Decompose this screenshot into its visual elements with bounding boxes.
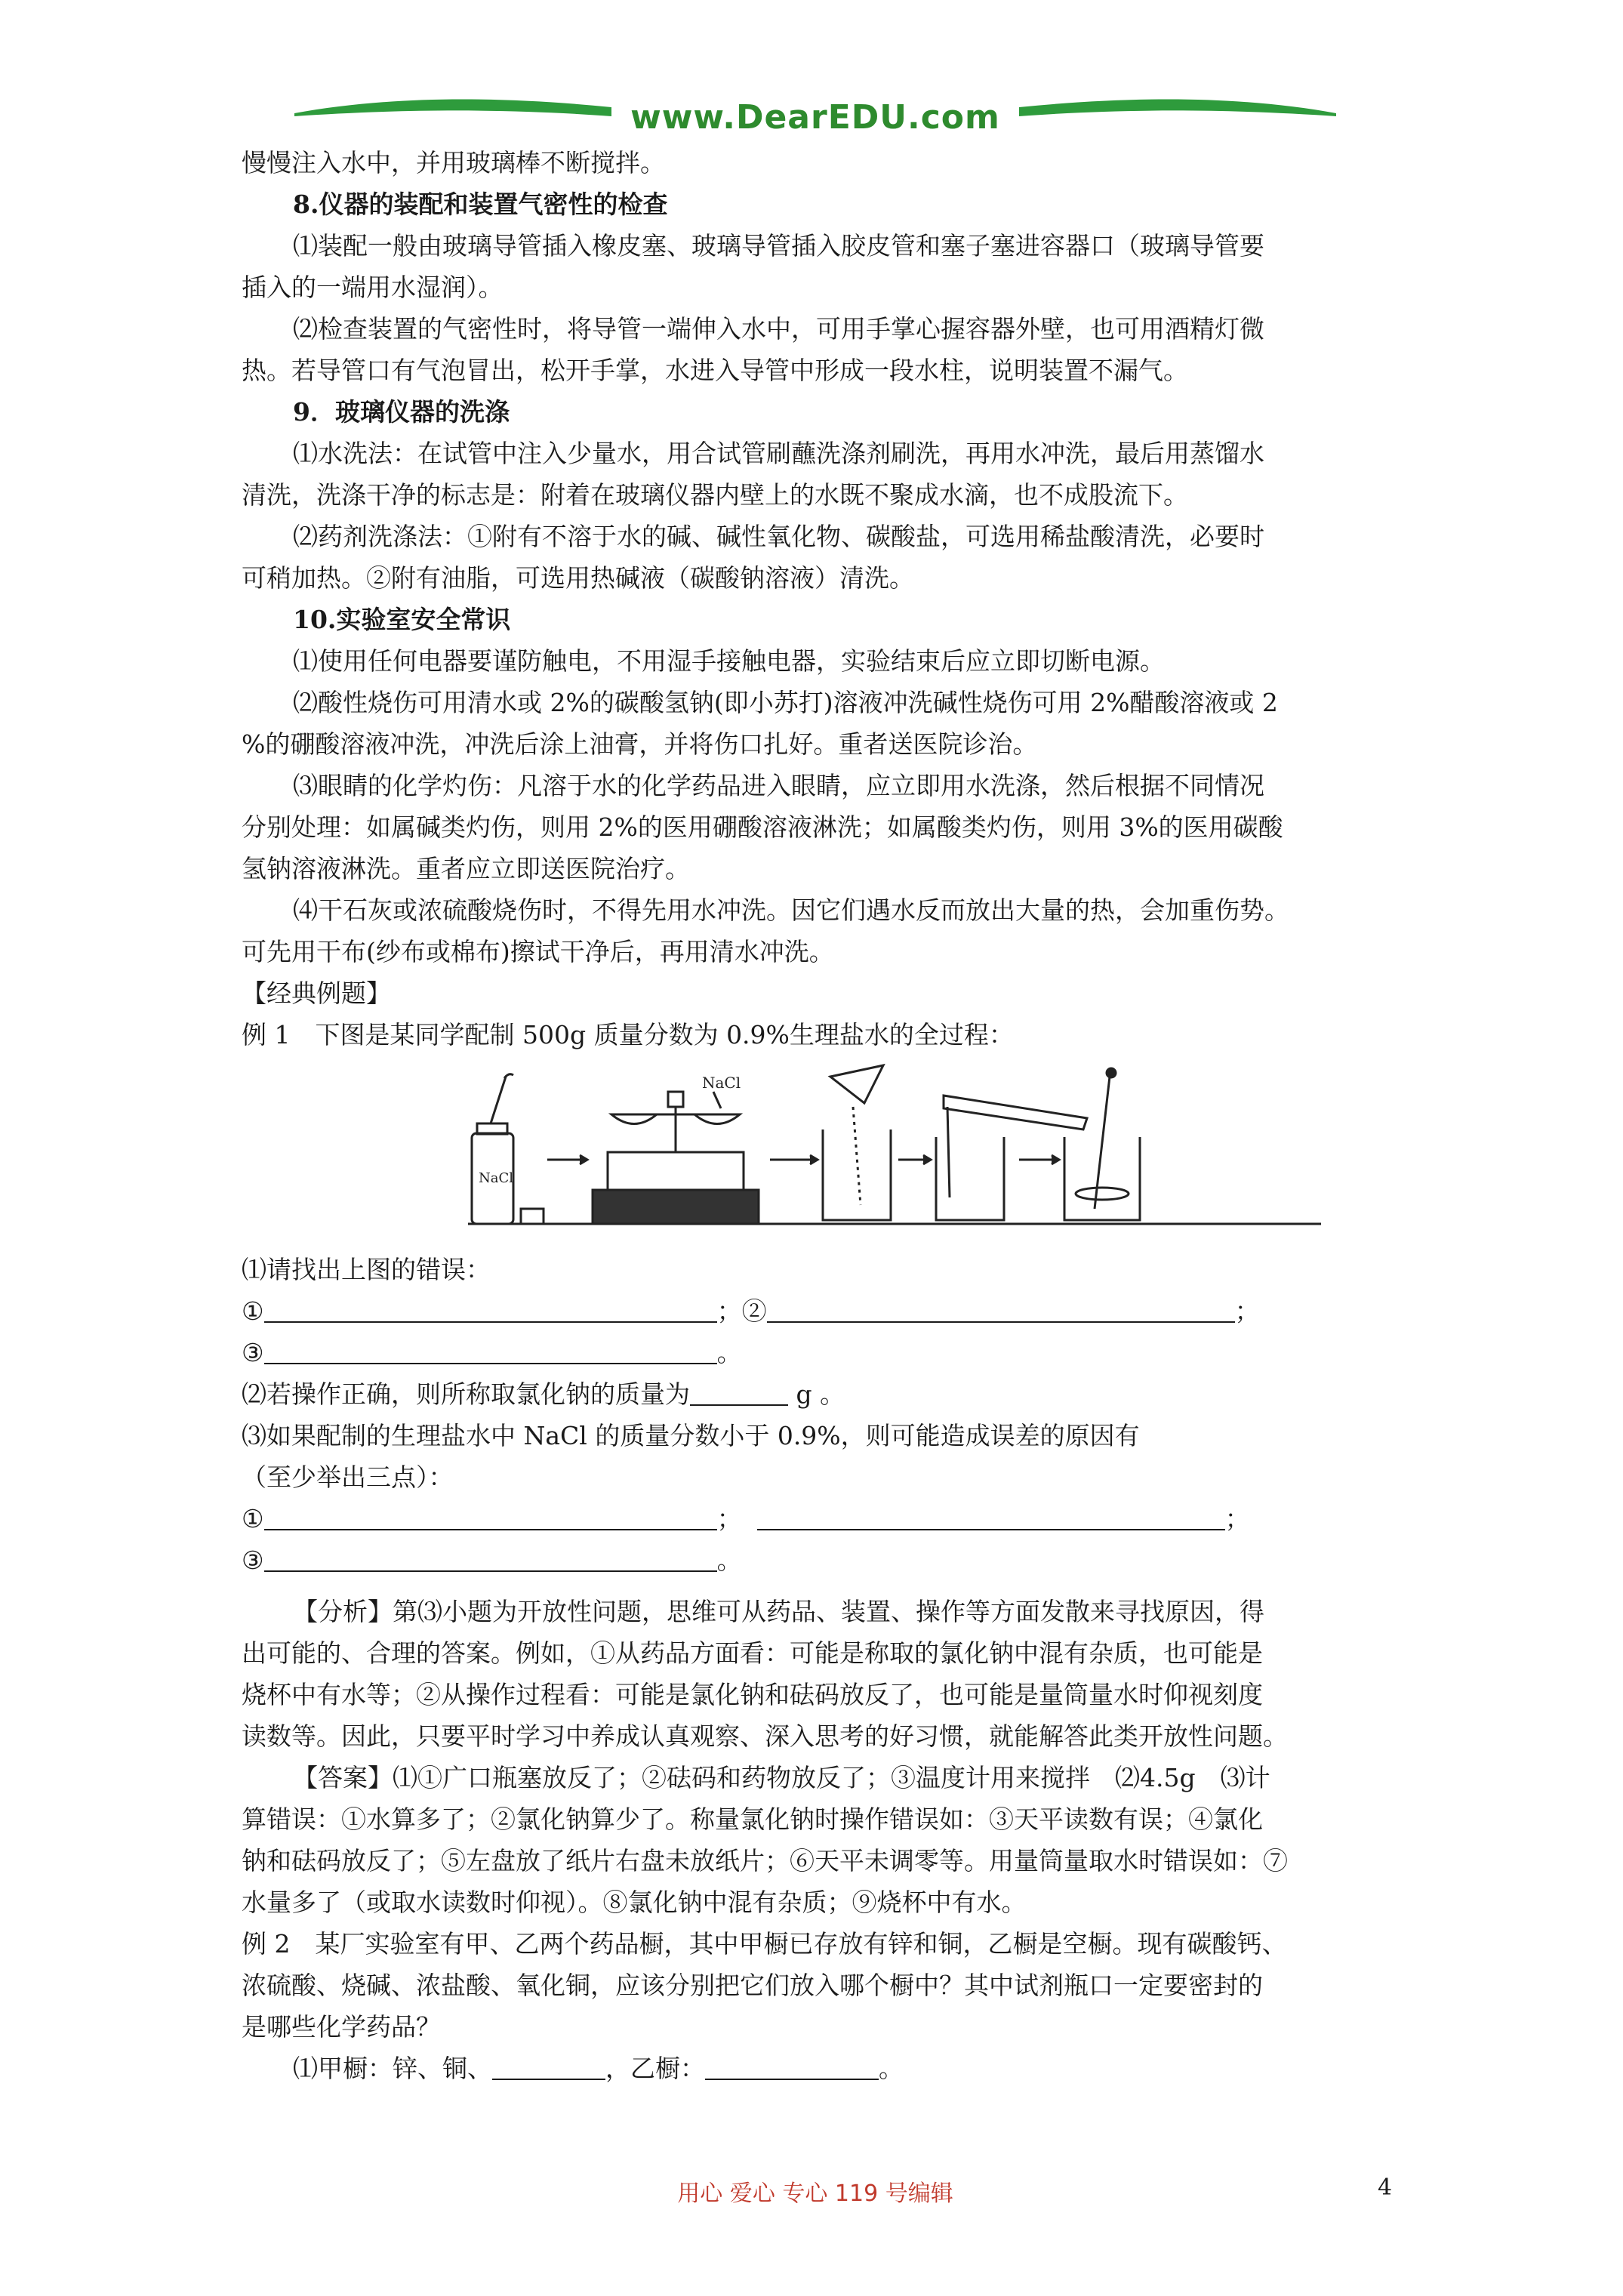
line: 插入的一端用水湿润）。 [242,273,504,302]
line: %的硼酸溶液冲洗，冲洗后涂上油膏，并将伤口扎好。重者送医院诊治。 [242,729,1038,759]
line: 可先用干布(纱布或棉布)擦试干净后，再用清水冲洗。 [242,937,834,966]
answer-blank[interactable] [705,2051,879,2080]
punct: 。 [716,1338,742,1367]
marker: ③ [242,1338,264,1367]
line: 烧杯中有水等；②从操作过程看：可能是氯化钠和砝码放反了，也可能是量筒量水时仰视刻度 [242,1680,1263,1709]
punct: ； [1224,1504,1250,1533]
question-3-note: （至少举出三点）： [242,1462,454,1492]
question-1: ⑴请找出上图的错误： [242,1255,491,1284]
analysis: 【分析】第⑶小题为开放性问题，思维可从药品、装置、操作等方面发散来寻找原因，得 [293,1597,1264,1626]
q2-text: ⑵若操作正确，则所称取氯化钠的质量为 [242,1379,690,1409]
beaker-stir-icon [1064,1068,1140,1220]
line: 浓硫酸、烧碱、浓盐酸、氧化铜，应该分别把它们放入哪个橱中？其中试剂瓶口一定要密封的 [242,1971,1263,2000]
balance-icon [593,1074,759,1224]
punct: ； [716,1504,742,1533]
marker: ② [741,1296,767,1326]
q2-unit: g 。 [788,1379,845,1409]
question-3: ⑶如果配制的生理盐水中 NaCl 的质量分数小于 0.9%，则可能造成误差的原因有 [242,1421,1140,1450]
answer-blank[interactable] [757,1502,1225,1530]
line: 可稍加热。②附有油脂，可选用热碱液（碳酸钠溶液）清洗。 [242,563,914,593]
answer-line-3 [242,1498,1419,1539]
nacl-label: NaCl [702,1074,741,1092]
reagent-bottle-icon [472,1074,544,1224]
line: ⑴使用任何电器要谨防触电，不用湿手接触电器，实验结束后应立即切断电源。 [293,646,1165,676]
punct: 。 [716,1546,742,1575]
classic-heading: 【经典例题】 [242,978,391,1008]
footer-credit: 用心 爱心 专心 119 号编辑 [677,2180,953,2207]
question-2 [242,1373,1419,1415]
beaker-paper-icon [823,1065,891,1220]
answer: 【答案】⑴①广口瓶塞放反了；②砝码和药物放反了；③温度计用来搅拌 ⑵4.5g ⑶计 [293,1763,1270,1792]
line: 热。若导管口有气泡冒出，松开手掌，水进入导管中形成一段水柱，说明装置不漏气。 [242,356,1188,385]
line: ⑷干石灰或浓硫酸烧伤时，不得先用水冲洗。因它们遇水反而放出大量的热，会加重伤势。 [293,895,1289,925]
line: ⑶眼睛的化学灼伤：凡溶于水的化学药品进入眼睛，应立即用水洗涤，然后根据不同情况 [293,771,1264,800]
section-heading-10: 10.实验室安全常识 [293,605,511,634]
answer-blank[interactable] [690,1377,788,1406]
e2q1-text: ，乙橱： [605,2054,705,2083]
answer-blank[interactable] [264,1543,717,1572]
line: 读数等。因此，只要平时学习中养成认真观察、深入思考的好习惯，就能解答此类开放性问题。 [242,1721,1288,1751]
answer-blank[interactable] [767,1294,1235,1323]
line: ⑵检查装置的气密性时，将导管一端伸入水中，可用手掌心握容器外壁，也可用酒精灯微 [293,314,1264,344]
line: ⑴水洗法：在试管中注入少量水，用合试管刷蘸洗涤剂刷洗，再用水冲洗，最后用蒸馏水 [293,439,1264,468]
line: 钠和砝码放反了；⑤左盘放了纸片右盘未放纸片；⑥天平未调零等。用量筒量取水时错误如：⑦ [242,1846,1288,1875]
punct: ； [1234,1296,1260,1326]
bottle-label: NaCl [479,1170,514,1186]
line: 分别处理：如属碱类灼伤，则用 2%的医用硼酸溶液淋洗；如属酸类灼伤，则用 3%的医用碳酸 [242,812,1283,842]
line: ⑵酸性烧伤可用清水或 2%的碳酸氢钠(即小苏打)溶液冲洗碱性烧伤可用 2%醋酸溶液或 2 [293,688,1278,717]
line: 清洗，洗涤干净的标志是：附着在玻璃仪器内壁上的水既不聚成水滴，也不成股流下。 [242,480,1188,510]
answer-blank[interactable] [264,1294,717,1323]
line: 水量多了（或取水读数时仰视）。⑧氯化钠中混有杂质；⑨烧杯中有水。 [242,1888,1027,1917]
document-body [242,142,1419,2089]
answer-blank[interactable] [264,1336,717,1364]
line: ⑵药剂洗涤法：①附有不溶于水的碱、碱性氧化物、碳酸盐，可选用稀盐酸清洗，必要时 [293,522,1264,551]
answer-line-2 [242,1332,1419,1373]
answer-blank[interactable] [264,1502,717,1530]
site-url[interactable]: www.DearEDU.com [630,98,1000,137]
e2q1-text: ⑴甲橱：锌、铜、 [293,2054,492,2083]
page-number: 4 [1378,2174,1393,2201]
section-heading-8: 8.仪器的装配和装置气密性的检查 [293,190,668,219]
marker: ① [242,1504,264,1533]
example-2-question-1 [242,2048,1419,2089]
punct: 。 [879,2054,904,2083]
marker: ① [242,1296,264,1326]
line: ⑴装配一般由玻璃导管插入橡皮塞、玻璃导管插入胶皮管和塞子塞进容器口（玻璃导管要 [293,231,1264,260]
punct: ； [716,1296,742,1326]
line: 出可能的、合理的答案。例如，①从药品方面看：可能是称取的氯化钠中混有杂质，也可能是 [242,1638,1263,1668]
answer-line-4 [242,1539,1419,1581]
answer-line-1 [242,1290,1419,1332]
line: 算错误：①水算多了；②氯化钠算少了。称量氯化钠时操作错误如：③天平读数有误；④氯化 [242,1804,1263,1834]
line: 氢钠溶液淋洗。重者应立即送医院治疗。 [242,854,690,883]
section-heading-9: 9．玻璃仪器的洗涤 [293,397,510,427]
answer-blank[interactable] [492,2051,605,2080]
line: 慢慢注入水中，并用玻璃棒不断搅拌。 [242,148,665,177]
marker: ③ [242,1546,264,1575]
example-2: 例 2 某厂实验室有甲、乙两个药品橱，其中甲橱已存放有锌和铜，乙橱是空橱。现有碳酸钙、 [242,1929,1287,1959]
line: 是哪些化学药品？ [242,2012,441,2042]
example-1: 例 1 下图是某同学配制 500g 质量分数为 0.9%生理盐水的全过程： [242,1020,1014,1049]
experiment-figure [460,1062,1329,1235]
